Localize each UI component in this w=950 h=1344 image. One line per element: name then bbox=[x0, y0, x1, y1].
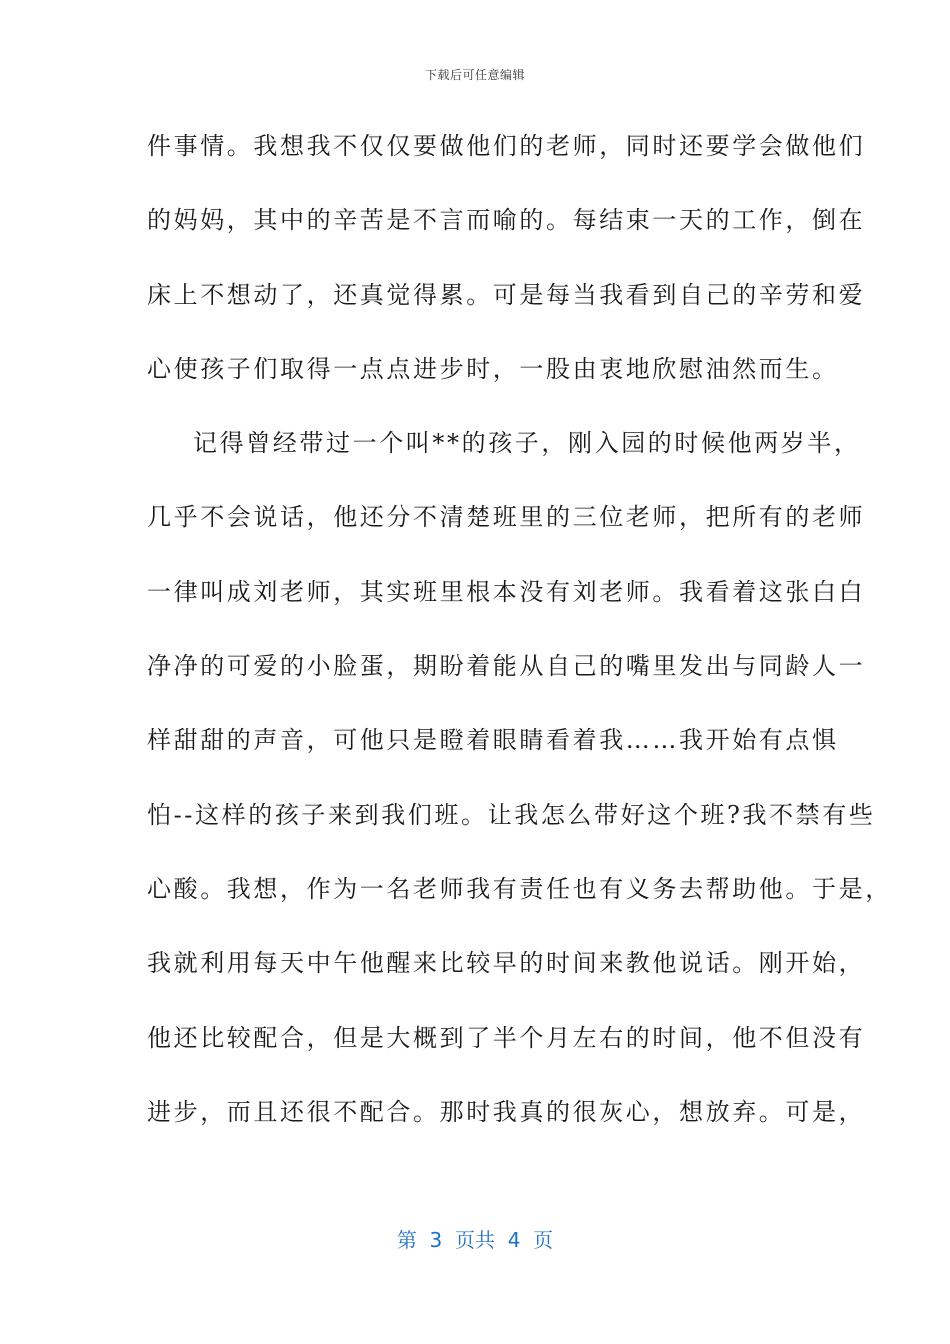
text-line: 一律叫成刘老师，其实班里根本没有刘老师。我看着这张白白 bbox=[147, 577, 866, 606]
text-line: 几乎不会说话，他还分不清楚班里的三位老师，把所有的老师 bbox=[147, 503, 866, 532]
page-header: 下载后可任意编辑 bbox=[424, 68, 525, 82]
text-line: 怕--这样的孩子来到我们班。让我怎么带好这个班?我不禁有些 bbox=[147, 800, 876, 829]
text-line: 心酸。我想，作为一名老师我有责任也有义务去帮助他。于是， bbox=[147, 874, 892, 903]
text-line: 床上不想动了，还真觉得累。可是每当我看到自己的辛劳和爱 bbox=[147, 280, 866, 309]
text-line: 进步，而且还很不配合。那时我真的很灰心，想放弃。可是， bbox=[147, 1097, 866, 1126]
text-line: 心使孩子们取得一点点进步时，一股由衷地欣慰油然而生。 bbox=[147, 354, 839, 383]
text-line: 的妈妈，其中的辛苦是不言而喻的。每结束一天的工作，倒在 bbox=[147, 206, 866, 235]
text-line: 件事情。我想我不仅仅要做他们的老师，同时还要学会做他们 bbox=[147, 132, 866, 160]
text-line: 他还比较配合，但是大概到了半个月左右的时间，他不但没有 bbox=[147, 1023, 866, 1052]
text-line: 净净的可爱的小脸蛋，期盼着能从自己的嘴里发出与同龄人一 bbox=[147, 652, 866, 681]
page-number-footer: 第 3 页共 4 页 bbox=[396, 1228, 554, 1252]
paragraph-start-line: 记得曾经带过一个叫**的孩子，刚入园的时候他两岁半， bbox=[193, 429, 861, 458]
document-body bbox=[147, 124, 892, 1164]
text-line: 我就利用每天中午他醒来比较早的时间来教他说话。刚开始， bbox=[147, 949, 866, 978]
text-line: 样甜甜的声音，可他只是瞪着眼睛看着我……我开始有点惧 bbox=[147, 726, 839, 755]
